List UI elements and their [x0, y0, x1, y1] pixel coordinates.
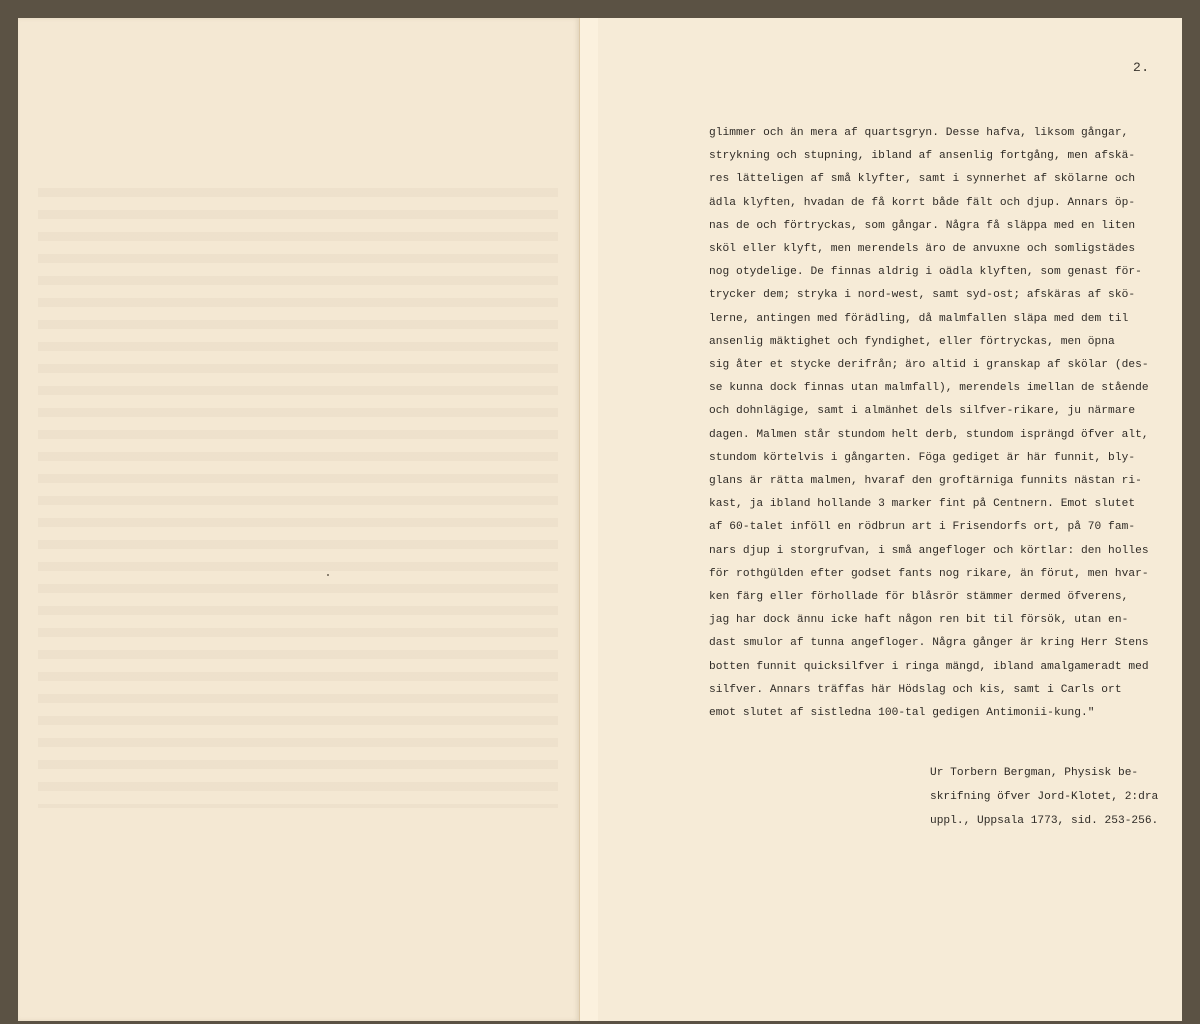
text-line: nas de och förtryckas, som gångar. Några få släppa med en liten: [709, 219, 1136, 232]
text-line: emot slutet af sistledna 100-tal gedigen Antimonii-kung.": [709, 707, 1095, 720]
text-line: lerne, antingen med förädling, då malmfallen släpa med dem til: [709, 312, 1129, 325]
text-line: botten funnit quicksilfver i ringa mängd, ibland amalgameradt med: [709, 660, 1149, 673]
body-text: [709, 122, 1169, 725]
text-line: och dohnlägige, samt i almänhet dels silfver-rikare, ju närmare: [709, 405, 1136, 418]
text-line: dast smulor af tunna angefloger. Några gånger är kring Herr Stens: [709, 637, 1149, 650]
page-number: 2.: [1133, 60, 1150, 75]
text-line: res lätteligen af små klyfter, samt i synnerhet af skölarne och: [709, 173, 1136, 186]
show-through-texture: [38, 188, 558, 808]
text-line: se kunna dock finnas utan malmfall), merendels imellan de stående: [709, 382, 1149, 395]
citation-line: Ur Torbern Bergman, Physisk be-: [930, 767, 1139, 779]
text-line: trycker dem; stryka i nord-west, samt syd-ost; afskäras af skö-: [709, 289, 1136, 302]
text-line: ansenlig mäktighet och fyndighet, eller förtryckas, men öpna: [709, 335, 1115, 348]
text-line: glans är rätta malmen, hvaraf den groftärniga funnits nästan ri-: [709, 475, 1142, 488]
page-gutter: [579, 18, 599, 1021]
paper-speck: [327, 574, 329, 576]
text-line: för rothgülden efter godset fants nog rikare, än förut, men hvar-: [709, 567, 1149, 580]
text-line: sig åter et stycke derifrån; äro altid i granskap af skölar (des-: [709, 359, 1149, 372]
text-line: stundom körtelvis i gångarten. Föga gediget är här funnit, bly-: [709, 451, 1136, 464]
text-line: silfver. Annars träffas här Hödslag och kis, samt i Carls ort: [709, 683, 1122, 696]
citation-line: uppl., Uppsala 1773, sid. 253-256.: [930, 814, 1159, 827]
text-line: ädla klyften, hvadan de få korrt både fält och djup. Annars öp-: [709, 196, 1136, 209]
text-line: kast, ja ibland hollande 3 marker fint på Centnern. Emot slutet: [709, 498, 1136, 511]
text-line: jag har dock ännu icke haft någon ren bit til försök, utan en-: [709, 614, 1129, 627]
text-line: ken färg eller förhollade för blåsrör stämmer dermed öfverens,: [709, 591, 1129, 604]
text-line: strykning och stupning, ibland af ansenlig fortgång, men afskä-: [709, 150, 1136, 163]
citation-line: skrifning öfver Jord-Klotet, 2:dra: [930, 790, 1159, 803]
text-line: nog otydelige. De finnas aldrig i oädla klyften, som genast för-: [709, 266, 1142, 279]
text-line: af 60-talet inföll en rödbrun art i Frisendorfs ort, på 70 fam-: [709, 521, 1136, 534]
source-citation: [930, 762, 1170, 833]
text-line: nars djup i storgrufvan, i små angefloger och körtlar: den holles: [709, 544, 1149, 557]
text-line: dagen. Malmen står stundom helt derb, stundom isprängd öfver alt,: [709, 428, 1149, 441]
text-line: glimmer och än mera af quartsgryn. Desse hafva, liksom gångar,: [709, 127, 1129, 139]
left-page-verso: [18, 18, 579, 1021]
text-line: sköl eller klyft, men merendels äro de anvuxne och somligstädes: [709, 243, 1136, 256]
